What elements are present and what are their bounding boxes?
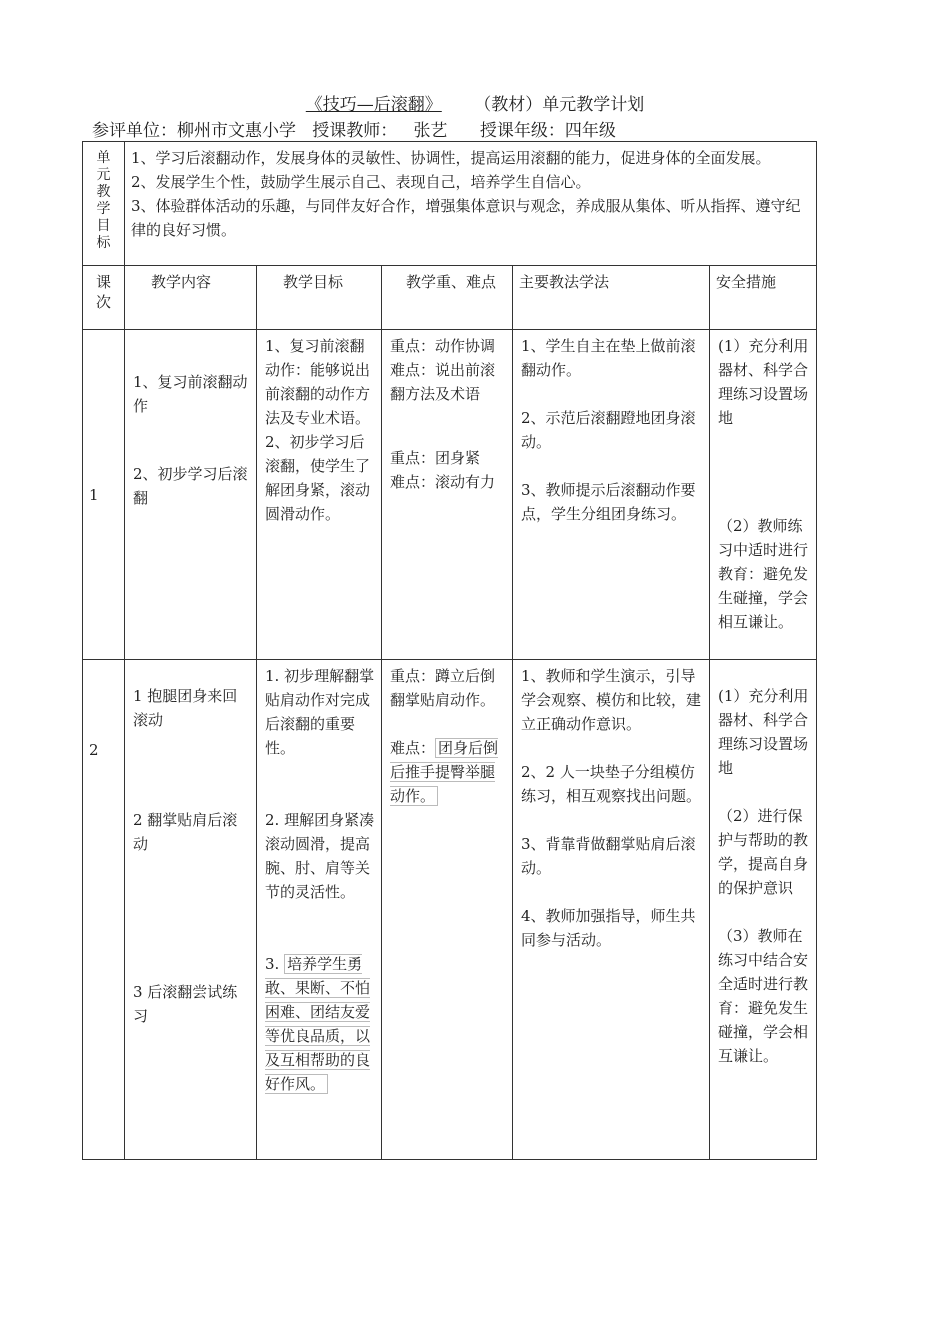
unit-label: 参评单位： [92, 121, 177, 141]
grade-value: 四年级 [564, 121, 616, 141]
header-goal: 教学目标 [257, 266, 382, 330]
goal-text: 1. 初步理解翻掌贴肩动作对完成后滚翻的重要性。 [265, 667, 375, 757]
goals-label: 单元教学目标 [96, 150, 111, 251]
unit-name: 柳州市文惠小学 [177, 121, 296, 141]
lesson-2-content [125, 660, 257, 1160]
content-item: 1 抱腿团身来回滚动 [133, 687, 238, 729]
lesson-1-keypoint [382, 330, 513, 660]
teacher-name: 张艺 [413, 121, 448, 141]
goals-label-cell [83, 142, 125, 266]
keypoint-text: 难点： 团身后倒后推手提臀举腿动作。 [390, 739, 499, 805]
goal-text: 2. 理解团身紧凑滚动圆滑，提高腕、肘、肩等关节的灵活性。 [265, 811, 375, 901]
keypoint-text: 难点：滚动有力 [390, 473, 496, 491]
keypoint-text: 重点：动作协调 [390, 337, 496, 355]
method-text: 1、教师和学生演示，引导学会观察、模仿和比较，建立正确动作意识。 [521, 667, 702, 733]
header-keypoint: 教学重、难点 [382, 266, 513, 330]
lesson-plan-table [82, 141, 817, 1160]
goal-text: 2、初步学习后滚翻，使学生了解团身紧，滚动圆滑动作。 [265, 433, 371, 523]
method-text: 3、教师提示后滚翻动作要点，学生分组团身练习。 [521, 481, 696, 523]
lesson-1-number: 1 [83, 330, 125, 660]
lesson-1-goal [257, 330, 382, 660]
safety-text: （2）教师练习中适时进行教育：避免发生碰撞，学会相互谦让。 [718, 517, 809, 631]
content-item: 2 翻掌贴肩后滚动 [133, 811, 238, 853]
header-row [83, 266, 817, 330]
lesson-1-row [83, 330, 817, 660]
lesson-2-safety [710, 660, 817, 1160]
document-title [0, 90, 950, 115]
lesson-1-safety [710, 330, 817, 660]
header-safety: 安全措施 [710, 266, 817, 330]
method-text: 3、背靠背做翻掌贴肩后滚动。 [521, 835, 696, 877]
safety-text: （2）进行保护与帮助的教学，提高自身的保护意识 [718, 807, 809, 897]
method-text: 2、示范后滚翻蹬地团身滚动。 [521, 409, 696, 451]
keypoint-text: 重点：团身紧 [390, 449, 481, 467]
grade-label: 授课年级： [479, 121, 565, 141]
safety-text: (1）充分利用器材、科学合理练习设置场地 [718, 687, 809, 777]
content-item: 1、复习前滚翻动作 [133, 373, 248, 415]
lesson-2-number: 2 [83, 660, 125, 1160]
lesson-1-content [125, 330, 257, 660]
meta-line [92, 116, 616, 141]
goals-text [125, 142, 817, 266]
goals-row [83, 142, 817, 266]
lesson-2-method [513, 660, 710, 1160]
goal-text: 3. 培养学生勇敢、果断、不怕困难、团结友爱等优良品质，以及互相帮助的良好作风。 [265, 955, 371, 1093]
safety-text: (1）充分利用器材、科学合理练习设置场地 [718, 337, 809, 427]
lesson-1-method [513, 330, 710, 660]
title-textbook: 《技巧—后滚翻》 [305, 95, 442, 115]
keypoint-text: 难点：说出前滚翻方法及术语 [390, 361, 496, 403]
header-method: 主要教法学法 [513, 266, 710, 330]
lesson-2-row [83, 660, 817, 1160]
content-item: 2、初步学习后滚翻 [133, 465, 248, 507]
method-text: 2、2 人一块垫子分组模仿练习，相互观察找出问题。 [521, 763, 702, 805]
keypoint-text: 重点：蹲立后倒翻掌贴肩动作。 [390, 667, 496, 709]
lesson-2-keypoint [382, 660, 513, 1160]
teacher-label: 授课教师： [312, 121, 398, 141]
lesson-2-goal [257, 660, 382, 1160]
goal-text: 1、复习前滚翻动作：能够说出前滚翻的动作方法及专业术语。 [265, 337, 371, 427]
goal-item: 2、发展学生个性，鼓励学生展示自己、表现自己，培养学生自信心。 [131, 173, 591, 191]
method-text: 4、教师加强指导，师生共同参与活动。 [521, 907, 696, 949]
goal-item: 3、体验群体活动的乐趣，与同伴友好合作，增强集体意识与观念，养成服从集体、听从指挥、遵守纪律的良好习惯。 [131, 197, 801, 239]
header-lesson: 课次 [83, 266, 125, 330]
method-text: 1、学生自主在垫上做前滚翻动作。 [521, 337, 696, 379]
content-item: 3 后滚翻尝试练习 [133, 983, 238, 1025]
header-content: 教学内容 [125, 266, 257, 330]
goal-item: 1、学习后滚翻动作，发展身体的灵敏性、协调性，提高运用滚翻的能力，促进身体的全面发展。 [131, 149, 771, 167]
safety-text: （3）教师在练习中结合安全适时进行教育：避免发生碰撞，学会相互谦让。 [718, 927, 809, 1065]
title-suffix: （教材）单元教学计划 [474, 95, 645, 115]
